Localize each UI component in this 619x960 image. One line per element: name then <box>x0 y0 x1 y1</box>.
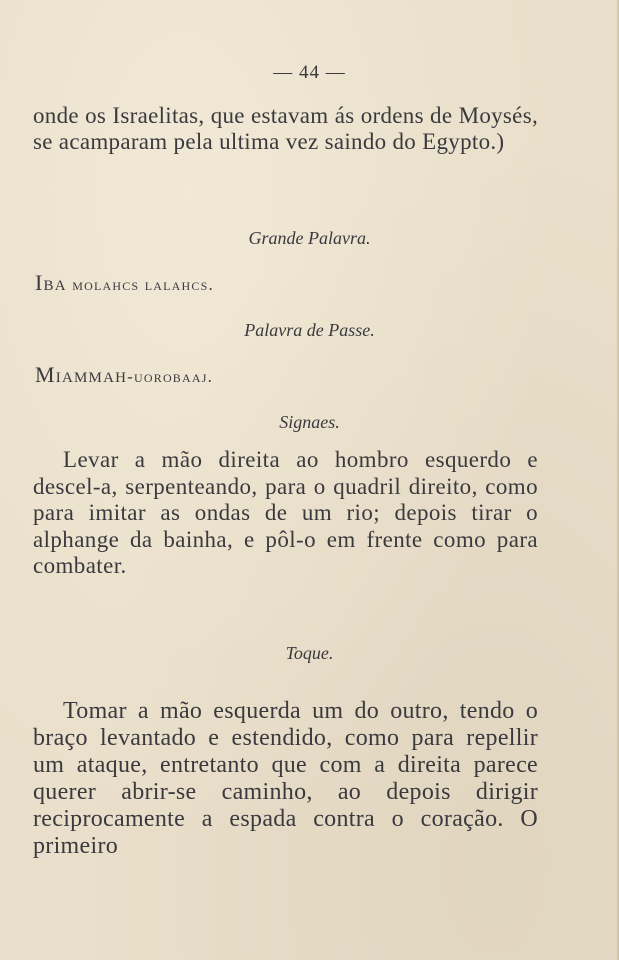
heading-palavra-de-passe: Palavra de Passe. <box>244 320 375 340</box>
signaes-paragraph <box>33 447 538 580</box>
grande-palavra-word <box>35 270 214 296</box>
heading-signaes: Signaes. <box>279 412 340 432</box>
palavra-de-passe-word <box>35 362 213 388</box>
word-rest: -uorobaaj. <box>127 367 214 386</box>
intro-paragraph: onde os Israelitas, que estavam ás ordens de Moysés, se acamparam pela ultima vez saindo do Egypto.) <box>33 103 538 154</box>
toque-text: Tomar a mão esquerda um do outro, tendo o braço levantado e estendido, como para repellir um ataque, entretanto que com a direita parece querer abrir-se caminho, ao depois dirigir reciprocamente a espada contra o coração. O primeiro <box>33 698 538 859</box>
heading-grande-palavra: Grande Palavra. <box>248 228 371 248</box>
word-initial: Iba <box>35 270 67 295</box>
toque-paragraph <box>33 698 538 860</box>
page-number: — 44 — <box>273 62 346 83</box>
word-initial: Miammah <box>35 362 128 387</box>
heading-toque: Toque. <box>285 643 334 663</box>
word-rest: molahcs lalahcs. <box>66 275 214 294</box>
signaes-text: Levar a mão direita ao hombro esquerdo e descel-a, serpenteando, para o quadril direito, como para imitar as ondas de um rio; depois tirar o alphange da bainha, e pôl-o em frente como para combater. <box>33 447 538 578</box>
